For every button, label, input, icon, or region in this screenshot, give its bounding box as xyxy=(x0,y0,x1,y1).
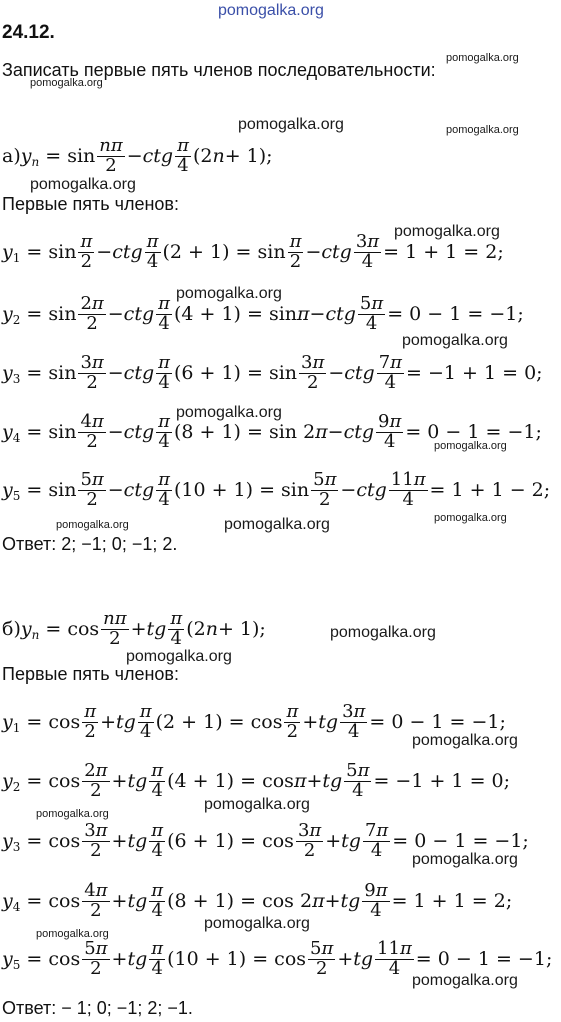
b-term-4: y 4 = cos $\frac{4\pi}{2}$ + tg $\frac{\pi}{4}$ (8 + 1) = cos 2 π + tg $\frac{9\pi}{4}$ = 1 + 1 = 2; xyxy=(2,880,513,921)
watermark: pomogalka.org xyxy=(36,808,109,820)
a-term-2: y 2 = sin $\frac{2\pi}{2}$ − ctg $\frac{\pi}{4}$ (4 + 1) = sin π − ctg $\frac{5\pi}{4}$ = 0 − 1 = −1; xyxy=(2,293,524,334)
watermark: pomogalka.org xyxy=(204,915,310,932)
watermark: pomogalka.org xyxy=(330,624,436,641)
watermark: pomogalka.org xyxy=(36,928,109,940)
b-term-5: y 5 = cos $\frac{5\pi}{2}$ + tg $\frac{\pi}{4}$ (10 + 1) = cos $\frac{5\pi}{2}$ + tg $\frac{11\pi}{4}$ = 0 − 1 = −1; xyxy=(2,938,553,979)
watermark: pomogalka.org xyxy=(56,519,129,531)
a-term-4: y 4 = sin $\frac{4\pi}{2}$ − ctg $\frac{\pi}{4}$ (8 + 1) = sin 2 π − ctg $\frac{9\pi}{4}$ = 0 − 1 = −1; xyxy=(2,411,542,452)
watermark: pomogalka.org xyxy=(446,52,519,64)
b-term-3: y 3 = cos $\frac{3\pi}{2}$ + tg $\frac{\pi}{4}$ (6 + 1) = cos $\frac{3\pi}{2}$ + tg $\frac{7\pi}{4}$ = 0 − 1 = −1; xyxy=(2,820,529,861)
watermark: pomogalka.org xyxy=(434,440,507,452)
watermark: pomogalka.org xyxy=(412,732,518,749)
b-term-2: y 2 = cos $\frac{2\pi}{2}$ + tg $\frac{\pi}{4}$ (4 + 1) = cos π + tg $\frac{5\pi}{4}$ = −1 + 1 = 0; xyxy=(2,760,511,801)
b-term-1: y 1 = cos $\frac{\pi}{2}$ + tg $\frac{\pi}{4}$ (2 + 1) = cos $\frac{\pi}{2}$ + tg $\frac{3\pi}{4}$ = 0 − 1 = −1; xyxy=(2,701,506,742)
watermark: pomogalka.org xyxy=(394,223,500,240)
problem-number: 24.12. xyxy=(2,22,55,43)
a-term-3: y 3 = sin $\frac{3\pi}{2}$ − ctg $\frac{\pi}{4}$ (6 + 1) = sin $\frac{3\pi}{2}$ − ctg $\frac{7\pi}{4}$ = −1 + 1 = 0; xyxy=(2,352,543,393)
part-b-header: б) y n = cos $\frac{n\pi}{2}$ + tg $\frac{\pi}{4}$ (2 n + 1); xyxy=(2,608,266,649)
a-term-5: y 5 = sin $\frac{5\pi}{2}$ − ctg $\frac{\pi}{4}$ (10 + 1) = sin $\frac{5\pi}{2}$ − ctg $\frac{11\pi}{4}$ = 1 + 1 − 2; xyxy=(2,469,551,510)
watermark: pomogalka.org xyxy=(204,796,310,813)
task-text: Записать первые пять членов последовательности: xyxy=(2,60,436,80)
part-a-intro: Первые пять членов: xyxy=(2,194,179,214)
watermark: pomogalka.org xyxy=(238,116,344,133)
watermark: pomogalka.org xyxy=(412,972,518,989)
watermark: pomogalka.org xyxy=(446,124,519,136)
watermark: pomogalka.org xyxy=(402,332,508,349)
part-b-answer: Ответ: − 1; 0; −1; 2; −1. xyxy=(2,998,193,1018)
watermark: pomogalka.org xyxy=(176,285,282,302)
watermark: pomogalka.org xyxy=(30,176,136,193)
watermark: pomogalka.org xyxy=(126,648,232,665)
a-term-1: y 1 = sin $\frac{\pi}{2}$ − ctg $\frac{\pi}{4}$ (2 + 1) = sin $\frac{\pi}{2}$ − ctg $\frac{3\pi}{4}$ = 1 + 1 = 2; xyxy=(2,231,504,272)
watermark: pomogalka.org xyxy=(224,516,330,533)
part-b-intro: Первые пять членов: xyxy=(2,664,179,684)
watermark: pomogalka.org xyxy=(412,851,518,868)
watermark: pomogalka.org xyxy=(434,512,507,524)
watermark-top: pomogalka.org xyxy=(218,2,324,19)
part-a-answer: Ответ: 2; −1; 0; −1; 2. xyxy=(2,534,178,554)
watermark: pomogalka.org xyxy=(30,77,103,89)
part-a-header: а) y n = sin $\frac{n\pi}{2}$ − ctg $\frac{\pi}{4}$ (2 n + 1); xyxy=(2,135,273,176)
watermark: pomogalka.org xyxy=(176,404,282,421)
